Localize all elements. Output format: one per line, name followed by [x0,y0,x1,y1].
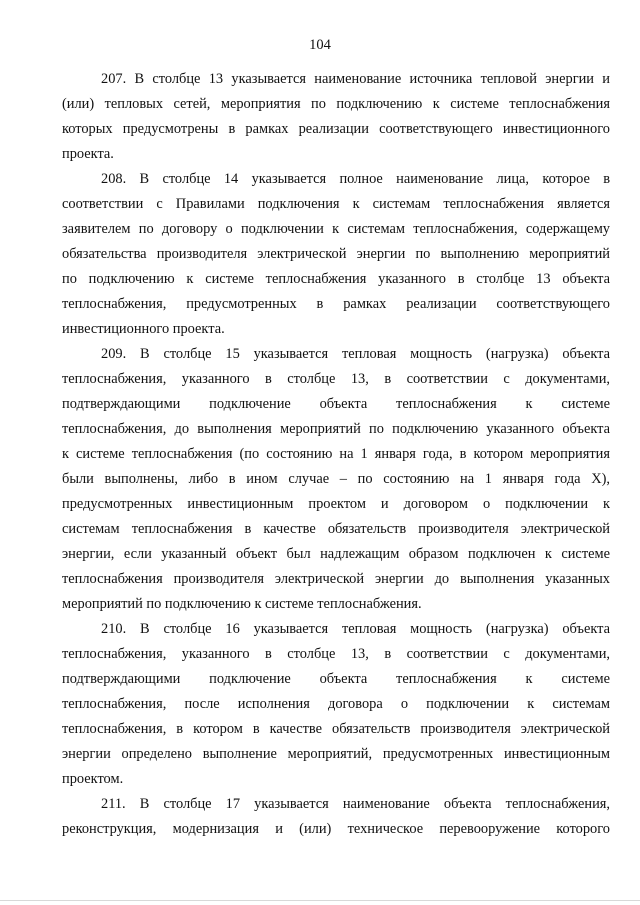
page-bottom-edge [0,900,640,901]
paragraph-208 [62,167,610,342]
paragraph-line: теплоснабжения, указанного в столбце 13, в соответствии с документами, [62,371,610,387]
paragraph-line: системам теплоснабжения в качестве обязательств производителя электрической [62,521,610,537]
paragraph-line: проектом. [62,771,124,787]
paragraph-line: предусмотренных инвестиционным проектом и договором о подключении к [62,496,610,512]
paragraph-line: (или) тепловых сетей, мероприятия по подключению к системе теплоснабжения [62,96,610,112]
paragraph-line: к системе теплоснабжения (по состоянию на 1 января года, в котором мероприятия [62,446,610,462]
paragraph-line: инвестиционного проекта. [62,321,225,337]
paragraph-line: реконструкция, модернизация и (или) техническое перевооружение которого [62,821,610,837]
paragraph-line: подтверждающими подключение объекта теплоснабжения к системе [62,396,610,412]
paragraph-line: заявителем по договору о подключении к системам теплоснабжения, содержащему [62,221,610,237]
paragraph-line: 211. В столбце 17 указывается наименование объекта теплоснабжения, [101,796,610,812]
page-number: 104 [309,37,331,53]
paragraph-line: энергии определено выполнение мероприятий, предусмотренных инвестиционным [62,746,610,762]
paragraph-210 [62,617,610,792]
paragraph-line: по подключению к системе теплоснабжения указанного в столбце 13 объекта [62,271,610,287]
paragraph-207 [62,67,610,167]
document-body [62,67,610,842]
paragraph-209 [62,342,610,617]
paragraph-line: подтверждающими подключение объекта теплоснабжения к системе [62,671,610,687]
paragraph-line: теплоснабжения, в котором в качестве обязательств производителя электрической [62,721,610,737]
paragraph-line: теплоснабжения, предусмотренных в рамках реализации соответствующего [62,296,610,312]
paragraph-line: мероприятий по подключению к системе теплоснабжения. [62,596,422,612]
paragraph-line: соответствии с Правилами подключения к системам теплоснабжения является [62,196,610,212]
paragraph-line: теплоснабжения, указанного в столбце 13, в соответствии с документами, [62,646,610,662]
paragraph-line: 208. В столбце 14 указывается полное наименование лица, которое в [101,171,610,187]
paragraph-line: обязательства производителя электрической энергии по выполнению мероприятий [62,246,610,262]
paragraph-line: проекта. [62,146,114,162]
paragraph-line: 210. В столбце 16 указывается тепловая мощность (нагрузка) объекта [101,621,610,637]
paragraph-line: 209. В столбце 15 указывается тепловая мощность (нагрузка) объекта [101,346,610,362]
paragraph-line: теплоснабжения производителя электрической энергии до выполнения указанных [62,571,610,587]
paragraph-line: энергии, если указанный объект был надлежащим образом подключен к системе [62,546,610,562]
paragraph-line: 207. В столбце 13 указывается наименование источника тепловой энергии и [101,71,610,87]
paragraph-211 [62,792,610,842]
paragraph-line: теплоснабжения, после исполнения договора о подключении к системам [62,696,610,712]
paragraph-line: теплоснабжения, до выполнения мероприятий по подключению указанного объекта [62,421,610,437]
paragraph-line: которых предусмотрены в рамках реализации соответствующего инвестиционного [62,121,610,137]
paragraph-line: были выполнены, либо в ином случае – по состоянию на 1 января года X), [62,471,610,487]
